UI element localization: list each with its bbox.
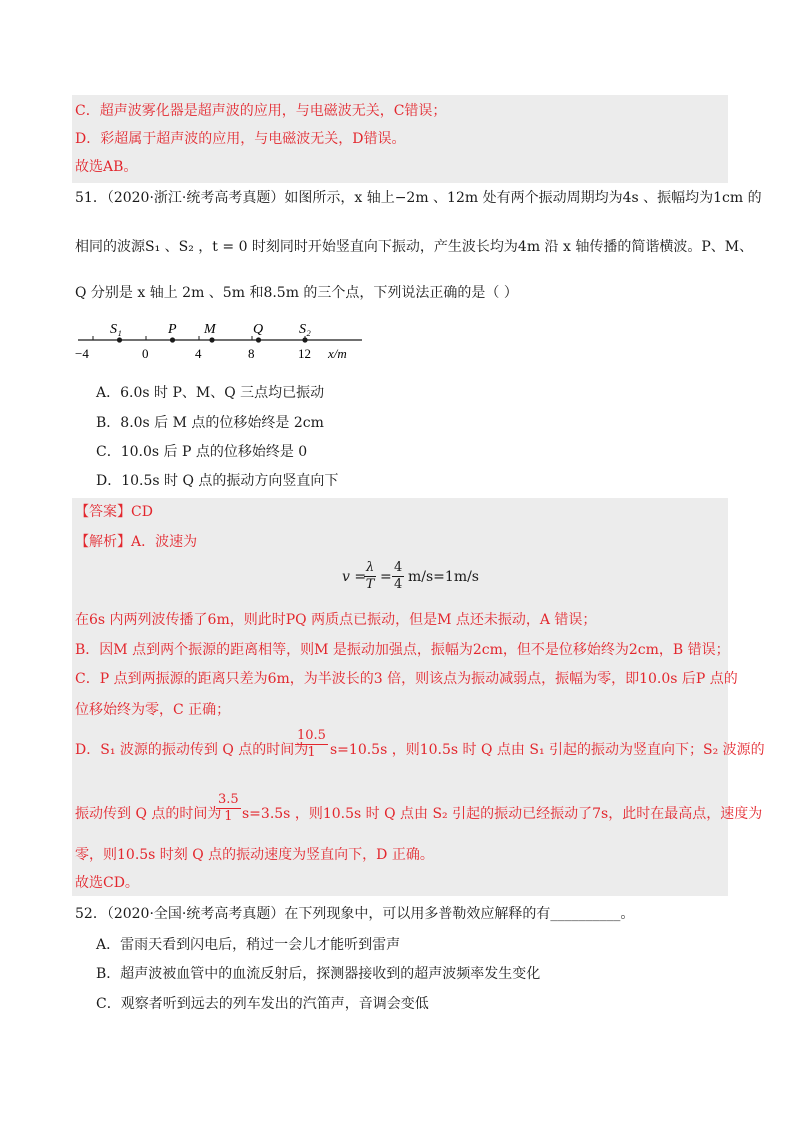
- analysis-label: 【解析】: [75, 534, 131, 550]
- formula-eq: =: [380, 569, 392, 585]
- analysis-head: [75, 532, 197, 552]
- label-q: Q: [253, 322, 264, 337]
- point-q: [256, 337, 261, 342]
- answer-label: 【答案】CD: [75, 504, 153, 520]
- analysis-line-d1-pre: D．S₁ 波源的振动传到 Q 点的时间为: [75, 742, 309, 758]
- formula-frac-4-4: $\frac{4}{4}$: [394, 560, 403, 592]
- d-frac-10-5: $\frac{10.5}{1}$: [297, 728, 326, 760]
- label-s1: S₁: [110, 322, 122, 337]
- q52-option-b: B．超声波被血管中的血流反射后，探测器接收到的超声波频率发生变化: [96, 966, 541, 982]
- label-m: M: [204, 322, 216, 337]
- q52-option-a: A．雷雨天看到闪电后，稍过一会儿才能听到雷声: [96, 937, 401, 953]
- tick-0: 0: [142, 346, 149, 361]
- tick-4: 4: [195, 346, 202, 361]
- point-p: [170, 337, 175, 342]
- q51-option-c: C．10.0s 后 P 点的位移始终是 0: [96, 444, 308, 460]
- velocity-formula: [342, 558, 479, 598]
- formula-lhs: v =: [342, 569, 367, 585]
- top-option-c: C．超声波雾化器是超声波的应用，与电磁波无关，C错误；: [75, 103, 447, 119]
- analysis-line-d1-post: s=10.5s ，则10.5s 时 Q 点由 S₁ 引起的振动为竖直向下；S₂ 波源的: [330, 742, 765, 758]
- q52-stem: 52．（2020·全国·统考高考真题）在下列现象中，可以用多普勒效应解释的有__________。: [75, 906, 635, 922]
- axis-unit: x/m: [328, 346, 347, 361]
- point-m: [209, 337, 214, 342]
- point-s1: [117, 337, 122, 342]
- analysis-line-c2: 位移始终为零，C 正确；: [75, 702, 231, 718]
- q51-stem-line2: 相同的波源S₁ 、S₂ ，t = 0 时刻同时开始竖直向下振动，产生波长均为4m 沿 x 轴传播的简谐横波。P、M、: [75, 239, 754, 255]
- tick-8: 8: [248, 346, 255, 361]
- analysis-line-c1: C．P 点到两振源的距离只差为6m，为半波长的3 倍，则该点为振动减弱点，振幅为零，即10.0s 后P 点的: [75, 671, 738, 687]
- number-line-figure: [70, 318, 370, 366]
- analysis-line-b: B．因M 点到两个振源的距离相等，则M 是振动加强点，振幅为2cm，但不是位移始终为2cm，B 错误；: [75, 642, 730, 658]
- q51-option-d: D．10.5s 时 Q 点的振动方向竖直向下: [96, 473, 339, 489]
- q51-option-a: A．6.0s 时 P、M、Q 三点均已振动: [96, 385, 325, 401]
- top-choose: 故选AB。: [75, 159, 138, 175]
- answer-choose: 故选CD。: [75, 875, 139, 891]
- d-frac-3-5: $\frac{3.5}{1}$: [218, 792, 239, 824]
- q51-stem-line1: 51．（2020·浙江·统考高考真题）如图所示，x 轴上−2m 、12m 处有两个振动周期均为4s 、振幅均为1cm 的: [75, 190, 762, 206]
- label-s2: S₂: [299, 322, 311, 337]
- tick-12: 12: [298, 346, 311, 361]
- q51-option-b: B．8.0s 后 M 点的位移始终是 2cm: [96, 415, 324, 431]
- analysis-a-head: A．波速为: [131, 534, 198, 550]
- label-p: P: [168, 322, 177, 337]
- analysis-line-a: 在6s 内两列波传播了6m，则此时PQ 两质点已振动，但是M 点还未振动，A 错误；: [75, 612, 597, 628]
- formula-rest: m/s=1m/s: [408, 569, 479, 585]
- q52-option-c: C．观察者听到远去的列车发出的汽笛声，音调会变低: [96, 996, 429, 1012]
- analysis-line-d2-pre: 振动传到 Q 点的时间为: [75, 806, 222, 822]
- tick-minus4: −4: [75, 346, 89, 361]
- top-option-d: D．彩超属于超声波的应用，与电磁波无关，D错误。: [75, 131, 406, 147]
- analysis-line-d2-post: s=3.5s ，则10.5s 时 Q 点由 S₂ 引起的振动已经振动了7s，此时在最高点，速度为: [242, 806, 763, 822]
- analysis-line-d3: 零，则10.5s 时刻 Q 点的振动速度为竖直向下，D 正确。: [75, 847, 434, 863]
- point-s2: [302, 337, 307, 342]
- formula-frac-lambda-t: $\frac{\lambda}{T}$: [365, 560, 375, 592]
- q51-stem-line3: Q 分别是 x 轴上 2m 、5m 和8.5m 的三个点，下列说法正确的是（ ）: [75, 285, 518, 301]
